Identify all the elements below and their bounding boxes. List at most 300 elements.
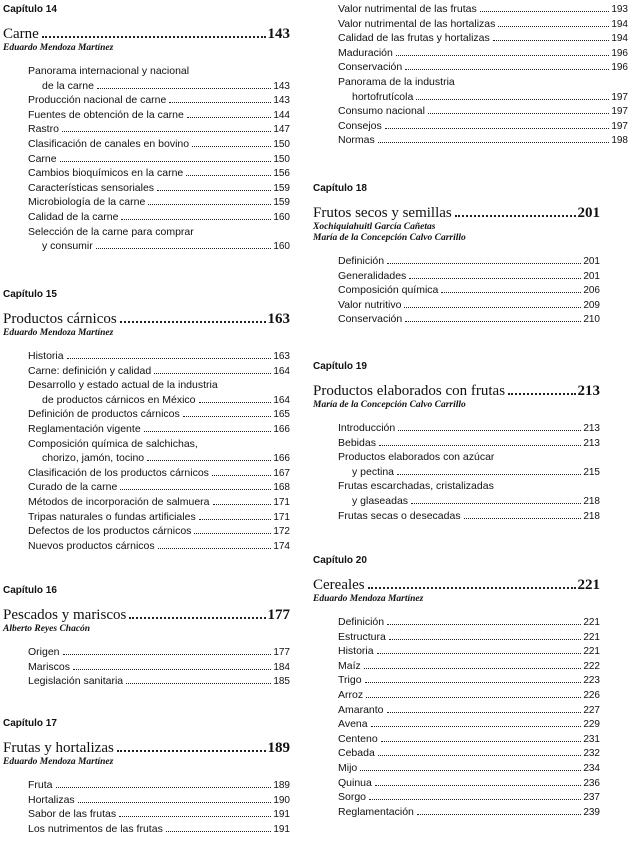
toc-entry-text: Conservación [338, 61, 403, 74]
toc-entry-page: 198 [611, 135, 628, 147]
dot-leader [360, 770, 581, 771]
toc-entry-page: 222 [583, 660, 600, 672]
toc-entry-page: 164 [273, 365, 290, 377]
dot-leader [455, 215, 576, 217]
toc-entry-page: 147 [273, 124, 290, 136]
toc-entry-text: de la carne [42, 79, 94, 92]
chapter-entries [310, 254, 600, 327]
dot-leader [158, 548, 272, 549]
toc-entry-text: Definición de productos cárnicos [28, 408, 180, 421]
toc-entry[interactable] [338, 644, 600, 659]
toc-entry[interactable] [28, 195, 290, 210]
toc-entry[interactable] [28, 349, 290, 364]
toc-entry-text: Panorama de la industria [338, 75, 455, 88]
toc-entry-page: 197 [611, 106, 628, 118]
toc-entry[interactable] [338, 494, 600, 509]
toc-entry-page: 196 [611, 62, 628, 74]
toc-entry[interactable] [28, 393, 290, 408]
dot-leader [63, 654, 272, 655]
toc-entry[interactable] [28, 210, 290, 225]
dot-leader [498, 26, 609, 27]
toc-entry-text: hortofrutícola [352, 90, 414, 103]
toc-entry-text: Composición química de salchichas, [28, 437, 198, 450]
toc-entry[interactable] [338, 90, 628, 105]
chapter-page: 201 [577, 205, 600, 221]
toc-entry-text: y pectina [352, 465, 395, 478]
toc-entry-page: 143 [273, 95, 290, 107]
toc-entry[interactable] [28, 822, 290, 837]
toc-entry[interactable] [28, 524, 290, 539]
dot-leader [144, 431, 272, 432]
dot-leader [398, 430, 581, 431]
toc-entry-page: 172 [273, 526, 290, 538]
toc-entry[interactable] [28, 166, 290, 181]
chapter-author: Xochiquiahuitl García Cañetas [313, 222, 436, 232]
continued-entries [310, 2, 628, 148]
toc-entry-text: Sorgo [338, 791, 367, 804]
toc-entry[interactable] [28, 480, 290, 495]
toc-entry-text: Carne: definición y calidad [28, 364, 152, 377]
toc-entry[interactable] [338, 298, 600, 313]
toc-entry[interactable] [28, 674, 290, 689]
toc-entry-page: 144 [273, 109, 290, 121]
toc-entry-text: y glaseadas [352, 494, 409, 507]
toc-entry-text: Fruta [28, 779, 53, 791]
toc-entry-text: Quinua [338, 776, 372, 789]
toc-entry-text: Introducción [338, 422, 396, 434]
toc-entry-page: 168 [273, 482, 290, 494]
toc-entry-text: Generalidades [338, 269, 407, 282]
dot-leader [154, 373, 271, 374]
toc-entry-text: Conservación [338, 313, 403, 326]
toc-entry-text: Curado de la carne [28, 481, 118, 494]
toc-entry-page: 234 [583, 762, 600, 774]
toc-entry[interactable] [338, 776, 600, 791]
toc-entry[interactable] [338, 688, 600, 703]
toc-entry-page: 213 [583, 437, 600, 449]
dot-leader [411, 503, 581, 504]
toc-entry-page: 206 [583, 285, 600, 297]
chapter-title: Frutas y hortalizas [3, 740, 114, 756]
dot-leader [493, 40, 610, 41]
dot-leader [148, 204, 271, 205]
toc-entry-page: 189 [273, 780, 290, 791]
dot-leader [157, 190, 271, 191]
toc-entry-page: 166 [273, 453, 290, 465]
toc-entry-text: Frutas escarchadas, cristalizadas [338, 480, 494, 493]
toc-entry-text: Historia [28, 350, 64, 362]
dot-leader [192, 146, 271, 147]
toc-entry-page: 223 [583, 675, 600, 687]
toc-entry-line[interactable] [28, 225, 290, 240]
toc-entry-page: 165 [273, 409, 290, 421]
toc-entry-page: 159 [273, 182, 290, 194]
toc-entry-page: 190 [273, 794, 290, 806]
toc-entry[interactable] [28, 466, 290, 481]
toc-entry[interactable] [338, 615, 600, 630]
toc-entry-page: 191 [273, 823, 290, 835]
dot-leader [368, 587, 576, 589]
toc-entry-text: Arroz [338, 688, 364, 701]
toc-entry-line[interactable] [28, 378, 290, 393]
chapter-author: Eduardo Mendoza Martínez [3, 43, 114, 53]
toc-entry-text: Desarrollo y estado actual de la industria [28, 379, 218, 392]
chapter-block [0, 717, 290, 836]
toc-entry-page: 164 [273, 394, 290, 406]
toc-entry-text: Frutas secas o desecadas [338, 509, 461, 522]
dot-leader [169, 102, 271, 103]
dot-leader [183, 416, 272, 417]
chapter-entries [0, 349, 290, 553]
toc-entry-text: Legislación sanitaria [28, 675, 124, 688]
toc-entry[interactable] [28, 807, 290, 822]
dot-leader [378, 142, 610, 143]
toc-entry-text: Definición [338, 255, 385, 267]
toc-entry-text: y consumir [42, 240, 93, 253]
toc-entry-page: 177 [273, 647, 290, 658]
toc-entry-text: Estructura [338, 630, 386, 643]
toc-entry[interactable] [28, 239, 290, 254]
toc-entry[interactable] [338, 17, 628, 32]
toc-entry[interactable] [338, 790, 600, 805]
chapter-title-row[interactable] [310, 576, 600, 594]
dot-leader [119, 816, 271, 817]
dot-leader [387, 712, 582, 713]
toc-entry-text: Valor nutritivo [338, 298, 402, 311]
toc-entry-text: Centeno [338, 732, 378, 745]
dot-leader [409, 278, 581, 279]
toc-entry-page: 227 [583, 704, 600, 716]
dot-leader [166, 831, 271, 832]
chapter-title-row[interactable] [0, 739, 290, 757]
chapter-author: Eduardo Mendoza Martínez [3, 328, 114, 338]
chapter-page: 221 [577, 577, 600, 593]
toc-entry-text: Maíz [338, 659, 361, 672]
toc-entry-text: Calidad de las frutas y hortalizas [338, 32, 490, 45]
dot-leader [117, 750, 266, 752]
toc-entry[interactable] [338, 732, 600, 747]
toc-entry[interactable] [338, 133, 628, 148]
toc-entry-text: Normas [338, 134, 375, 147]
dot-leader [387, 263, 581, 264]
toc-entry-page: 215 [583, 466, 600, 478]
dot-leader [147, 460, 271, 461]
toc-entry[interactable] [338, 312, 600, 327]
toc-entry-text: Producción nacional de carne [28, 94, 167, 107]
dot-leader [371, 726, 582, 727]
dot-leader [78, 802, 272, 803]
toc-entry-text: Avena [338, 718, 368, 731]
dot-leader [96, 248, 272, 249]
toc-entry-page: 167 [273, 467, 290, 479]
toc-entry[interactable] [338, 283, 600, 298]
chapter-title-row[interactable] [310, 382, 600, 400]
chapter-author: Eduardo Mendoza Martínez [313, 594, 424, 604]
dot-leader [381, 741, 582, 742]
chapter-author: Alberto Reyes Chacón [3, 624, 91, 634]
toc-entry[interactable] [338, 659, 600, 674]
chapter-title-row[interactable] [0, 606, 290, 624]
dot-leader [405, 321, 581, 322]
toc-entry[interactable] [28, 778, 290, 793]
dot-leader [404, 307, 581, 308]
dot-leader [187, 117, 271, 118]
toc-entry-text: de productos cárnicos en México [42, 393, 196, 406]
chapter-author: María de la Concepción Calvo Carrillo [313, 400, 466, 410]
dot-leader [377, 653, 582, 654]
toc-entry[interactable] [28, 451, 290, 466]
dot-leader [387, 624, 581, 625]
dot-leader [121, 219, 271, 220]
toc-entry-text: Amaranto [338, 703, 384, 716]
toc-entry-page: 150 [273, 138, 290, 150]
dot-leader [60, 161, 272, 162]
toc-entry-page: 209 [583, 299, 600, 311]
toc-entry-text: Composición química [338, 284, 439, 297]
chapter-block [0, 288, 290, 553]
toc-entry-page: 166 [273, 423, 290, 435]
chapter-label: Capítulo 20 [313, 555, 367, 566]
toc-entry-text: Trigo [338, 674, 362, 687]
chapter-page: 177 [267, 607, 290, 623]
toc-entry-page: 163 [273, 351, 290, 362]
chapter-title: Frutos secos y semillas [313, 205, 452, 221]
chapter-title: Productos cárnicos [3, 311, 117, 327]
dot-leader [212, 475, 271, 476]
chapter-page: 213 [577, 383, 600, 399]
toc-entry-page: 143 [273, 80, 290, 92]
toc-entry[interactable] [28, 495, 290, 510]
chapter-label: Capítulo 14 [3, 4, 57, 15]
dot-leader [428, 113, 609, 114]
toc-entry[interactable] [28, 645, 290, 660]
toc-entry-page: 210 [583, 314, 600, 326]
chapter-block [310, 182, 600, 327]
toc-entry[interactable] [28, 108, 290, 123]
toc-entry-text: Cebada [338, 747, 375, 760]
toc-entry[interactable] [28, 660, 290, 675]
chapter-page: 143 [267, 26, 290, 42]
toc-entry-page: 218 [583, 510, 600, 522]
toc-entry-text: Origen [28, 646, 60, 658]
toc-entry-text: Productos elaborados con azúcar [338, 451, 495, 464]
toc-entry-line[interactable] [28, 437, 290, 452]
toc-entry-page: 201 [583, 256, 600, 267]
dot-leader [97, 88, 271, 89]
toc-entry-text: Características sensoriales [28, 181, 155, 194]
toc-entry-page: 150 [273, 153, 290, 165]
dot-leader [73, 669, 271, 670]
dot-leader [375, 785, 581, 786]
chapter-label: Capítulo 19 [313, 361, 367, 372]
toc-entry-page: 226 [583, 689, 600, 701]
dot-leader [186, 175, 271, 176]
dot-leader [397, 474, 581, 475]
dot-leader [120, 321, 266, 323]
chapter-block [310, 554, 600, 819]
toc-entry-page: 193 [611, 4, 628, 15]
toc-entry[interactable] [338, 761, 600, 776]
chapter-page: 189 [267, 740, 290, 756]
toc-entry-page: 184 [273, 661, 290, 673]
toc-entry-page: 197 [611, 91, 628, 103]
chapter-label: Capítulo 16 [3, 585, 57, 596]
toc-entry[interactable] [28, 407, 290, 422]
toc-entry[interactable] [28, 793, 290, 808]
toc-entry[interactable] [338, 465, 600, 480]
toc-entry-page: 185 [273, 676, 290, 688]
toc-entry[interactable] [28, 137, 290, 152]
chapter-title: Carne [3, 26, 39, 42]
toc-entry-line[interactable] [28, 64, 290, 79]
toc-entry-text: Valor nutrimental de las frutas [338, 3, 477, 15]
toc-entry[interactable] [338, 421, 600, 436]
toc-entry-line[interactable] [338, 479, 600, 494]
dot-leader [416, 99, 609, 100]
toc-entry[interactable] [338, 673, 600, 688]
toc-entry-line[interactable] [338, 75, 628, 90]
toc-entry-page: 221 [583, 617, 600, 628]
toc-entry-text: Definición [338, 616, 385, 628]
toc-entry-text: Clasificación de los productos cárnicos [28, 466, 209, 479]
toc-entry-text: chorizo, jamón, tocino [42, 452, 145, 465]
dot-leader [126, 683, 271, 684]
toc-entry[interactable] [338, 436, 600, 451]
toc-entry-text: Fuentes de obtención de la carne [28, 108, 184, 121]
toc-entry[interactable] [338, 31, 628, 46]
toc-entry[interactable] [28, 181, 290, 196]
toc-entry[interactable] [338, 746, 600, 761]
chapter-title: Productos elaborados con frutas [313, 383, 506, 399]
toc-entry-line[interactable] [338, 450, 600, 465]
toc-entry-page: 232 [583, 748, 600, 760]
dot-leader [417, 814, 581, 815]
toc-entry-text: Bebidas [338, 436, 376, 449]
chapter-entries [0, 778, 290, 836]
toc-entry-page: 171 [273, 496, 290, 508]
toc-entry[interactable] [338, 254, 600, 269]
chapter-label: Capítulo 18 [313, 183, 367, 194]
toc-entry[interactable] [28, 93, 290, 108]
toc-entry-page: 231 [583, 733, 600, 745]
chapter-author: María de la Concepción Calvo Carrillo [313, 233, 466, 243]
toc-entry-text: Sabor de las frutas [28, 808, 117, 821]
toc-entry-text: Defectos de los productos cárnicos [28, 525, 192, 538]
toc-entry-text: Nuevos productos cárnicos [28, 539, 155, 552]
chapter-title: Cereales [313, 577, 365, 593]
dot-leader [480, 11, 610, 12]
toc-entry[interactable] [338, 119, 628, 134]
chapter-block [0, 584, 290, 689]
toc-entry[interactable] [338, 717, 600, 732]
chapter-label: Capítulo 15 [3, 289, 57, 300]
chapter-title-row[interactable] [0, 25, 290, 43]
toc-entry-text: Reglamentación [338, 805, 414, 818]
toc-entry-text: Mariscos [28, 660, 71, 673]
toc-entry-page: 237 [583, 792, 600, 804]
dot-leader [508, 393, 575, 395]
toc-entry[interactable] [28, 79, 290, 94]
toc-entry-page: 194 [611, 18, 628, 30]
dot-leader [62, 131, 271, 132]
dot-leader [378, 755, 582, 756]
toc-entry-text: Cambios bioquímicos en la carne [28, 167, 184, 180]
toc-entry-page: 171 [273, 511, 290, 523]
dot-leader [365, 682, 582, 683]
toc-entry[interactable] [338, 805, 600, 820]
toc-entry-page: 239 [583, 806, 600, 818]
toc-entry-text: Maduración [338, 46, 393, 59]
dot-leader [213, 504, 272, 505]
toc-entry-page: 213 [583, 423, 600, 434]
chapter-block [0, 3, 290, 254]
dot-leader [129, 617, 265, 619]
dot-leader [379, 445, 581, 446]
toc-entry[interactable] [338, 509, 600, 524]
chapter-entries [310, 615, 600, 819]
toc-entry-text: Tripas naturales o fundas artificiales [28, 510, 196, 523]
chapter-entries [0, 645, 290, 689]
toc-entry[interactable] [338, 703, 600, 718]
dot-leader [199, 402, 272, 403]
dot-leader [369, 799, 581, 800]
toc-entry[interactable] [28, 152, 290, 167]
toc-entry[interactable] [338, 630, 600, 645]
toc-entry-text: Selección de la carne para comprar [28, 225, 194, 238]
toc-entry[interactable] [28, 122, 290, 137]
toc-entry[interactable] [338, 269, 600, 284]
toc-entry-page: 160 [273, 241, 290, 253]
dot-leader [56, 787, 272, 788]
chapter-title-row[interactable] [310, 204, 600, 222]
toc-entry-text: Consumo nacional [338, 105, 425, 118]
chapter-title-row[interactable] [0, 310, 290, 328]
toc-entry-text: Mijo [338, 761, 358, 774]
toc-entry[interactable] [28, 539, 290, 554]
dot-leader [385, 128, 610, 129]
dot-leader [120, 489, 271, 490]
chapter-block [310, 360, 600, 523]
toc-entry-page: 159 [273, 197, 290, 209]
toc-entry-text: Carne [28, 152, 57, 165]
toc-entry[interactable] [28, 364, 290, 379]
chapter-entries [310, 421, 600, 523]
toc-entry[interactable] [28, 510, 290, 525]
toc-entry-page: 194 [611, 33, 628, 45]
dot-leader [441, 292, 581, 293]
toc-entry-page: 201 [583, 270, 600, 282]
dot-leader [389, 639, 581, 640]
toc-entry-page: 197 [611, 120, 628, 132]
toc-entry-text: Métodos de incorporación de salmuera [28, 495, 210, 508]
dot-leader [67, 358, 272, 359]
toc-entry[interactable] [338, 104, 628, 119]
toc-entry-page: 174 [273, 540, 290, 552]
chapter-page: 163 [267, 311, 290, 327]
toc-entry-text: Los nutrimentos de las frutas [28, 822, 163, 835]
toc-entry[interactable] [338, 60, 628, 75]
toc-entry-page: 156 [273, 168, 290, 180]
chapter-label: Capítulo 17 [3, 718, 57, 729]
toc-entry[interactable] [338, 46, 628, 61]
toc-entry-text: Calidad de la carne [28, 210, 119, 223]
toc-entry-text: Microbiología de la carne [28, 196, 146, 209]
toc-entry[interactable] [28, 422, 290, 437]
toc-entry[interactable] [338, 2, 628, 17]
toc-entry-text: Reglamentación vigente [28, 422, 141, 435]
dot-leader [364, 668, 582, 669]
toc-entry-text: Consejos [338, 119, 382, 132]
